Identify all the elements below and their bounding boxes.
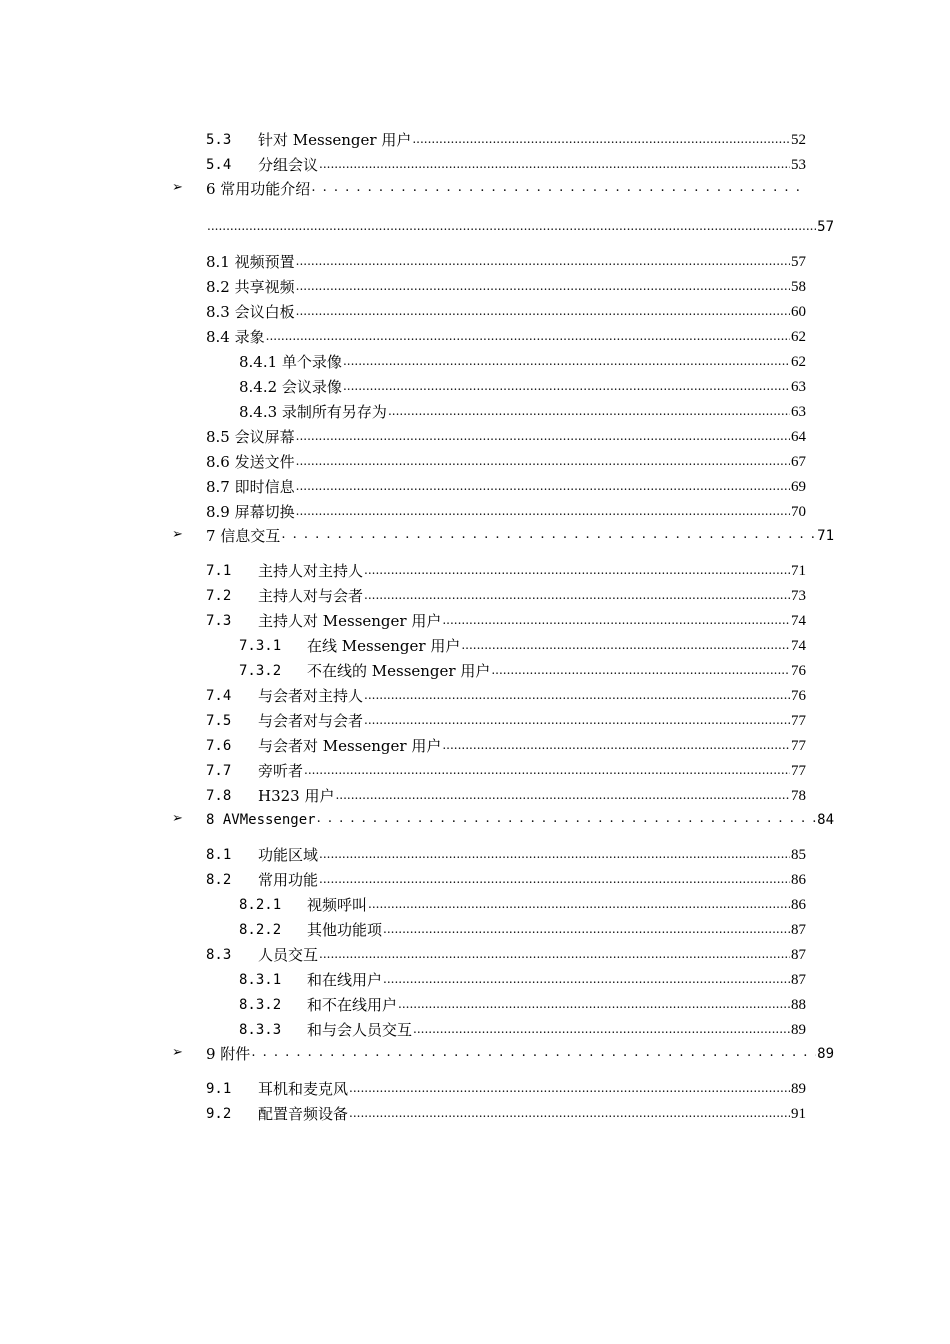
toc-entry[interactable] xyxy=(239,633,806,655)
dot-leader xyxy=(335,787,790,805)
toc-entry-title: 耳机和麦克风 xyxy=(258,1080,349,1098)
toc-entry-page: 74 xyxy=(791,638,806,654)
toc-entry-title: 8.5 会议屏幕 xyxy=(206,428,295,446)
toc-entry-number: 8.3 xyxy=(206,947,232,963)
toc-entry-number: 8.1 xyxy=(206,847,232,863)
toc-entry-number: 7.4 xyxy=(206,688,232,704)
dot-leader xyxy=(461,637,790,655)
toc-entry-title: 8.4 录象 xyxy=(206,328,265,346)
toc-entry-page: 91 xyxy=(791,1106,806,1122)
toc-entry[interactable] xyxy=(206,299,806,321)
toc-entry[interactable] xyxy=(206,842,806,864)
dot-leader xyxy=(343,353,790,371)
toc-entry-page: 87 xyxy=(791,947,806,963)
toc-chapter-title: 9 附件 xyxy=(206,1045,251,1063)
toc-entry[interactable] xyxy=(206,274,806,296)
toc-entry-page: 63 xyxy=(791,379,806,395)
toc-entry[interactable] xyxy=(206,608,806,630)
toc-entry-page: 58 xyxy=(791,279,806,295)
toc-entry-title: 与会者对 Messenger 用户 xyxy=(258,737,442,755)
toc-entry-page: 85 xyxy=(791,847,806,863)
toc-entry-title: 8.3 会议白板 xyxy=(206,303,295,321)
dot-leader xyxy=(296,303,790,321)
toc-entry-number: 8.2 xyxy=(206,872,232,888)
dot-leader xyxy=(319,846,790,864)
dot-leader xyxy=(398,996,790,1014)
dot-leader xyxy=(207,218,816,236)
toc-chapter-title: 8 AVMessenger xyxy=(206,812,316,828)
toc-entry-number: 7.5 xyxy=(206,713,232,729)
toc-entry-number: 5.4 xyxy=(206,157,232,173)
toc-entry[interactable] xyxy=(206,499,806,521)
toc-entry-title: 视频呼叫 xyxy=(307,896,368,914)
toc-entry-number: 7.6 xyxy=(206,738,232,754)
toc-entry-title: 8.9 屏幕切换 xyxy=(206,503,295,521)
toc-entry-number: 7.3.1 xyxy=(239,638,282,654)
toc-entry-title: 和不在线用户 xyxy=(307,996,398,1014)
toc-entry-number: 9.1 xyxy=(206,1081,232,1097)
toc-entry-page: 62 xyxy=(791,354,806,370)
toc-chapter[interactable] xyxy=(206,807,834,829)
dot-leader xyxy=(364,562,790,580)
dot-leader xyxy=(266,328,790,346)
toc-entry-number: 7.2 xyxy=(206,588,232,604)
dot-leader xyxy=(364,712,790,730)
toc-entry[interactable] xyxy=(239,658,806,680)
toc-entry-page: 63 xyxy=(791,404,806,420)
toc-entry[interactable] xyxy=(206,449,806,471)
toc-entry-title: 和与会人员交互 xyxy=(307,1021,413,1039)
toc-entry-page: 67 xyxy=(791,454,806,470)
toc-entry-title: 功能区域 xyxy=(258,846,319,864)
toc-entry-page: 62 xyxy=(791,329,806,345)
toc-entry[interactable] xyxy=(206,783,806,805)
dot-leader xyxy=(304,762,790,780)
toc-entry-page: 64 xyxy=(791,429,806,445)
toc-chapter-page: 89 xyxy=(817,1046,834,1062)
toc-entry[interactable] xyxy=(206,558,806,580)
toc-entry-number: 8.3.3 xyxy=(239,1022,282,1038)
dot-leader xyxy=(412,131,790,149)
toc-entry-page: 76 xyxy=(791,663,806,679)
dot-leader xyxy=(296,478,790,496)
dot-leader xyxy=(364,587,790,605)
toc-entry-title: 常用功能 xyxy=(258,871,319,889)
toc-entry[interactable] xyxy=(239,917,806,939)
toc-entry[interactable] xyxy=(206,708,806,730)
toc-entry-title: 8.6 发送文件 xyxy=(206,453,295,471)
toc-chapter-page: 71 xyxy=(817,528,834,544)
toc-entry-page: 77 xyxy=(791,738,806,754)
toc-entry[interactable] xyxy=(206,1101,806,1123)
toc-entry-page: 78 xyxy=(791,788,806,804)
toc-entry-title: 分组会议 xyxy=(258,156,319,174)
dot-leader xyxy=(383,921,790,939)
toc-entry-page: 53 xyxy=(791,157,806,173)
toc-entry-page: 77 xyxy=(791,763,806,779)
toc-entry-title: 主持人对主持人 xyxy=(258,562,364,580)
toc-entry-number: 7.3 xyxy=(206,613,232,629)
dot-leader xyxy=(491,662,790,680)
toc-entry-number: 9.2 xyxy=(206,1106,232,1122)
toc-entry-title: 针对 Messenger 用户 xyxy=(258,131,412,149)
toc-entry-number: 7.7 xyxy=(206,763,232,779)
toc-entry-page: 88 xyxy=(791,997,806,1013)
toc-entry[interactable] xyxy=(206,474,806,496)
dot-leader xyxy=(319,156,790,174)
bullet-arrow-icon: ➢ xyxy=(172,811,183,826)
toc-entry[interactable] xyxy=(206,867,806,889)
toc-entry-title: 人员交互 xyxy=(258,946,319,964)
toc-entry-page: 87 xyxy=(791,972,806,988)
toc-entry[interactable] xyxy=(206,733,806,755)
toc-entry-title: 8.1 视频预置 xyxy=(206,253,295,271)
dot-leader xyxy=(319,871,790,889)
toc-entry-page: 76 xyxy=(791,688,806,704)
toc-entry[interactable] xyxy=(206,424,806,446)
toc-chapter-title: 7 信息交互 xyxy=(206,527,281,545)
toc-entry[interactable] xyxy=(206,324,806,346)
toc-chapter[interactable] xyxy=(206,176,806,198)
toc-entry-page: 60 xyxy=(791,304,806,320)
toc-entry[interactable] xyxy=(206,683,806,705)
bullet-arrow-icon: ➢ xyxy=(172,180,183,195)
toc-entry[interactable] xyxy=(206,942,806,964)
toc-entry-title: 和在线用户 xyxy=(307,971,383,989)
toc-chapter-continuation[interactable] xyxy=(206,214,834,236)
toc-entry-title: 主持人对 Messenger 用户 xyxy=(258,612,442,630)
toc-entry[interactable] xyxy=(206,1076,806,1098)
toc-entry-page: 86 xyxy=(791,872,806,888)
toc-entry-title: 8.7 即时信息 xyxy=(206,478,295,496)
dot-leader xyxy=(281,527,816,545)
dot-leader xyxy=(311,180,805,198)
toc-entry-title: 在线 Messenger 用户 xyxy=(307,637,461,655)
toc-entry-number: 5.3 xyxy=(206,132,232,148)
toc-entry-page: 69 xyxy=(791,479,806,495)
toc-entry-title: 与会者对主持人 xyxy=(258,687,364,705)
dot-leader xyxy=(343,378,790,396)
dot-leader xyxy=(364,687,790,705)
toc-entry-number: 8.3.2 xyxy=(239,997,282,1013)
toc-entry[interactable] xyxy=(239,992,806,1014)
dot-leader xyxy=(349,1105,790,1123)
toc-entry-page: 89 xyxy=(791,1081,806,1097)
toc-entry[interactable] xyxy=(206,249,806,271)
toc-entry-title: 主持人对与会者 xyxy=(258,587,364,605)
toc-chapter[interactable] xyxy=(206,523,834,545)
toc-entry-page: 73 xyxy=(791,588,806,604)
toc-entry-number: 8.2.2 xyxy=(239,922,282,938)
toc-entry[interactable] xyxy=(239,967,806,989)
toc-entry-title: H323 用户 xyxy=(258,787,335,805)
dot-leader xyxy=(388,403,790,421)
toc-entry[interactable] xyxy=(239,374,806,396)
toc-entry-title: 旁听者 xyxy=(258,762,304,780)
toc-entry[interactable] xyxy=(239,892,806,914)
dot-leader xyxy=(296,278,790,296)
dot-leader xyxy=(251,1045,816,1063)
toc-entry-number: 7.8 xyxy=(206,788,232,804)
dot-leader xyxy=(349,1080,790,1098)
dot-leader xyxy=(442,737,790,755)
toc-entry[interactable] xyxy=(239,1017,806,1039)
toc-entry[interactable] xyxy=(206,758,806,780)
toc-entry-title: 配置音频设备 xyxy=(258,1105,349,1123)
toc-entry-page: 57 xyxy=(791,254,806,270)
toc-entry-title: 8.4.2 会议录像 xyxy=(239,378,342,396)
toc-entry[interactable] xyxy=(206,152,806,174)
dot-leader xyxy=(413,1021,790,1039)
toc-entry-page: 71 xyxy=(791,563,806,579)
toc-entry-page: 86 xyxy=(791,897,806,913)
toc-entry-title: 8.4.3 录制所有另存为 xyxy=(239,403,387,421)
toc-entry-title: 其他功能项 xyxy=(307,921,383,939)
dot-leader xyxy=(296,503,790,521)
bullet-arrow-icon: ➢ xyxy=(172,1045,183,1060)
toc-chapter-title: 6 常用功能介绍 xyxy=(206,180,311,198)
dot-leader xyxy=(296,428,790,446)
toc-entry[interactable] xyxy=(206,127,806,149)
toc-entry-number: 8.2.1 xyxy=(239,897,282,913)
toc-entry-page: 87 xyxy=(791,922,806,938)
toc-entry-page: 70 xyxy=(791,504,806,520)
toc-entry-page: 74 xyxy=(791,613,806,629)
toc-entry-number: 7.1 xyxy=(206,563,232,579)
dot-leader xyxy=(317,811,817,829)
toc-entry-title: 不在线的 Messenger 用户 xyxy=(307,662,491,680)
toc-chapter-page: 57 xyxy=(817,219,834,235)
dot-leader xyxy=(296,253,790,271)
toc-entry[interactable] xyxy=(206,583,806,605)
toc-entry-title: 8.4.1 单个录像 xyxy=(239,353,342,371)
toc-entry-number: 7.3.2 xyxy=(239,663,282,679)
toc-entry[interactable] xyxy=(239,349,806,371)
toc-entry-number: 8.3.1 xyxy=(239,972,282,988)
toc-entry-page: 52 xyxy=(791,132,806,148)
toc-entry-page: 89 xyxy=(791,1022,806,1038)
toc-entry-title: 8.2 共享视频 xyxy=(206,278,295,296)
toc-entry-page: 77 xyxy=(791,713,806,729)
toc-entry-title: 与会者对与会者 xyxy=(258,712,364,730)
dot-leader xyxy=(296,453,790,471)
bullet-arrow-icon: ➢ xyxy=(172,527,183,542)
toc-chapter-page: 84 xyxy=(817,812,834,828)
toc-chapter[interactable] xyxy=(206,1041,834,1063)
dot-leader xyxy=(319,946,790,964)
dot-leader xyxy=(442,612,790,630)
dot-leader xyxy=(383,971,790,989)
toc-entry[interactable] xyxy=(239,399,806,421)
dot-leader xyxy=(368,896,790,914)
